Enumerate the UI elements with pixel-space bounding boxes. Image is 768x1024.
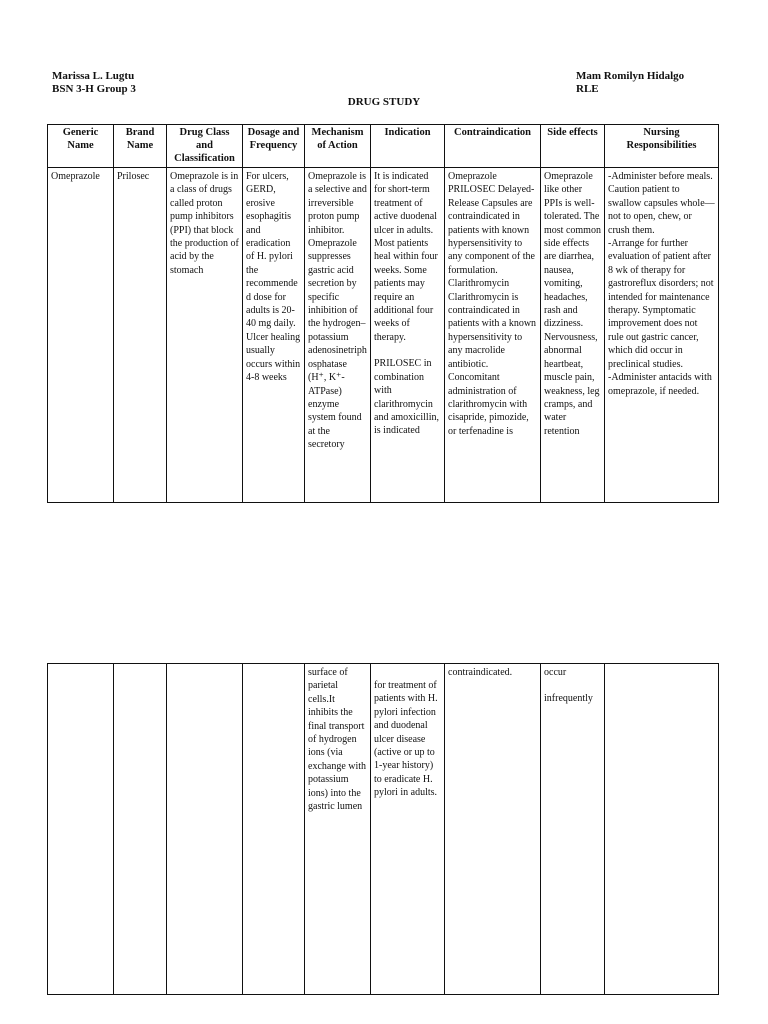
cell-drug-class-continued	[167, 664, 243, 995]
student-info	[52, 70, 136, 96]
student-name: Marissa L. Lugtu	[52, 70, 135, 82]
indication-text-1: It is indicated for short-term treatment of active duodenal ulcer in adults. Most patients heal within four weeks. Some patients may require an additional four weeks of therapy.	[374, 171, 438, 343]
indication-continued-text: for treatment of patients with H. pylori infection and duodenal ulcer disease (active or up to 1-year history) to eradicate H. pylori in adults.	[374, 680, 438, 799]
col-header-brand: Brand Name	[114, 125, 167, 168]
cell-indication-continued	[371, 664, 445, 995]
cell-brand-continued	[114, 664, 167, 995]
cell-mechanism-continued: surface of parietal cells.It inhibits the final transport of hydrogen ions (via exchange with potassium ions) into the gastric lumen	[305, 664, 371, 995]
instructor-role: RLE	[576, 83, 599, 95]
cell-contraindication-continued: contraindicated.	[445, 664, 541, 995]
cell-dosage-continued	[243, 664, 305, 995]
col-header-nursing: Nursing Responsibilities	[605, 125, 719, 168]
cell-generic-continued	[48, 664, 114, 995]
table-header-row	[48, 125, 719, 168]
instructor-name: Mam Romilyn Hidalgo	[576, 70, 685, 82]
student-group: BSN 3-H Group 3	[52, 83, 136, 95]
indication-text-2: PRILOSEC in combination with clarithromycin and amoxicillin, is indicated	[374, 358, 439, 437]
cell-dosage: For ulcers, GERD, erosive esophagitis and eradication of H. pylori the recommended dose for adults is 20-40 mg daily. Ulcer healing usually occurs within 4-8 weeks	[243, 168, 305, 503]
nursing-item-2: -Arrange for further evaluation of patient after 8 wk of therapy for gastroreflux disorders; not intended for maintenance therapy. Symptomatic improvement does not rule out gastric cancer, which did occur in preclinical studies.	[608, 238, 714, 370]
col-header-generic: Generic Name	[48, 125, 114, 168]
side-effects-continued-1: occur	[544, 667, 567, 678]
cell-side-effects-continued	[541, 664, 605, 995]
page-title: DRUG STUDY	[347, 96, 421, 108]
col-header-mechanism: Mechanism of Action	[305, 125, 371, 168]
cell-brand: Prilosec	[114, 168, 167, 503]
nursing-item-3: -Administer antacids with omeprazole, if needed.	[608, 372, 712, 397]
col-header-side-effects: Side effects	[541, 125, 605, 168]
cell-indication	[371, 168, 445, 503]
col-header-class: Drug Class and Classification	[167, 125, 243, 168]
col-header-contraindication: Contraindication	[445, 125, 541, 168]
cell-drug-class: Omeprazole is in a class of drugs called proton pump inhibitors (PPI) that block the production of acid by the stomach	[167, 168, 243, 503]
cell-nursing-continued	[605, 664, 719, 995]
col-header-indication: Indication	[371, 125, 445, 168]
cell-contraindication: Omeprazole PRILOSEC Delayed-Release Capsules are contraindicated in patients with known hypersensitivity to any component of the formulation. Clarithromycin Clarithromycin is contraindicated in patients with a known hypersensitivity to any macrolide antibiotic. Concomitant administration of clarithromycin with cisapride, pimozide, or terfenadine is	[445, 168, 541, 503]
instructor-info	[576, 70, 684, 96]
cell-side-effects: Omeprazole like other PPIs is well-tolerated. The most common side effects are diarrhea, nausea, vomiting, headaches, rash and dizziness. Nervousness, abnormal heartbeat, muscle pain, weakness, leg cramps, and water retention	[541, 168, 605, 503]
drug-study-table	[47, 124, 719, 503]
cell-mechanism: Omeprazole is a selective and irreversible proton pump inhibitor. Omeprazole suppresses gastric acid secretion by specific inhibition of the hydrogen–potassium adenosinetriphosphatase (H⁺, K⁺-ATPase) enzyme system found at the secretory	[305, 168, 371, 503]
table-row	[48, 168, 719, 503]
table-row	[48, 664, 719, 995]
cell-nursing	[605, 168, 719, 503]
nursing-item-1: -Administer before meals. Caution patient to swallow capsules whole—not to open, chew, or crush them.	[608, 171, 715, 236]
cell-generic: Omeprazole	[48, 168, 114, 503]
side-effects-continued-2: infrequently	[544, 693, 593, 705]
col-header-dosage: Dosage and Frequency	[243, 125, 305, 168]
drug-study-table-continued	[47, 663, 719, 995]
